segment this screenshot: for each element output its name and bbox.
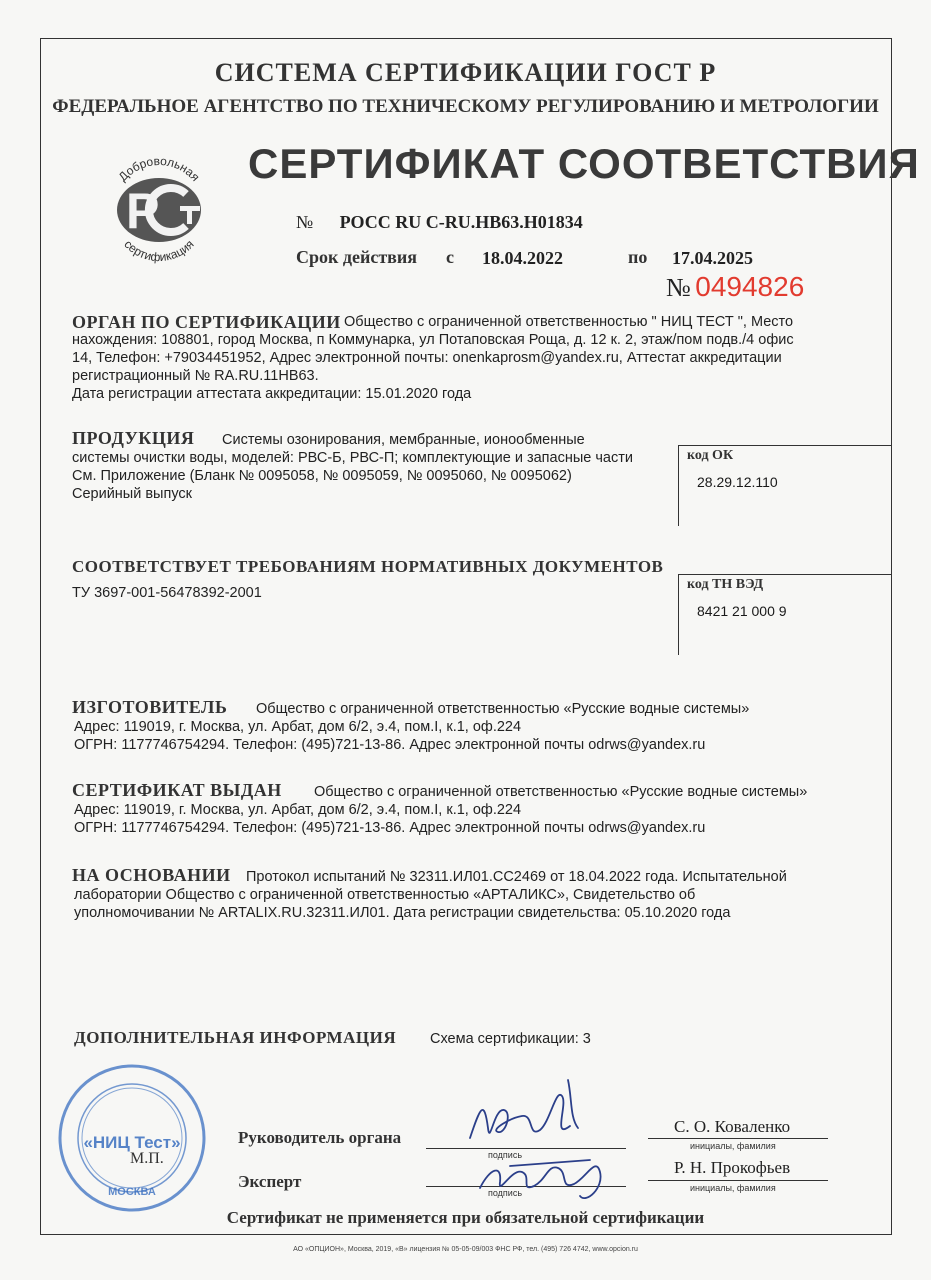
organ-stamp xyxy=(56,1062,208,1214)
basis-line-1: Протокол испытаний № 32311.ИЛ01.СС2469 от 18.04.2022 года. Испытательной xyxy=(246,869,787,885)
certificate-number: РОСС RU C-RU.НВ63.Н01834 xyxy=(339,212,583,232)
agency-title: ФЕДЕРАЛЬНОЕ АГЕНТСТВО ПО ТЕХНИЧЕСКОМУ РЕГУЛИРОВАНИЮ И МЕТРОЛОГИИ xyxy=(52,96,879,117)
head-label: Руководитель органа xyxy=(238,1128,402,1147)
certificate-title: СЕРТИФИКАТ СООТВЕТСТВИЯ xyxy=(248,140,920,187)
serial-sign: № xyxy=(666,273,691,302)
expert-name-caption: инициалы, фамилия xyxy=(690,1183,776,1193)
organ-heading: ОРГАН ПО СЕРТИФИКАЦИИ xyxy=(72,312,341,332)
serial-number: 0494826 xyxy=(695,271,805,302)
stamp-mp: М.П. xyxy=(130,1150,164,1167)
validity-from-label: с xyxy=(446,247,454,267)
certificate-number-row xyxy=(296,212,583,233)
svg-text:P: P xyxy=(126,183,160,239)
code-tnved-value: 8421 21 000 9 xyxy=(697,603,787,619)
footer-note: Сертификат не применяется при обязательной сертификации xyxy=(226,1208,705,1227)
stamp-bottom-text: МОСКВА xyxy=(108,1186,156,1198)
manufacturer-line-1: Общество с ограниченной ответственностью «Русские водные системы» xyxy=(256,701,750,717)
head-sign-caption: подпись xyxy=(488,1150,523,1160)
stamp-center-text: «НИЦ Тест» xyxy=(83,1133,181,1152)
code-tnved-label: код ТН ВЭД xyxy=(687,577,764,592)
organ-line-2: нахождения: 108801, город Москва, п Коммунарка, ул Потаповская Роща, д. 12 к. 2, этаж/пом подв./4 офис xyxy=(72,332,794,348)
code-ok-label: код ОК xyxy=(687,448,734,463)
issued-line-3: ОГРН: 1177746754294. Телефон: (495)721-13-86. Адрес электронной почты odrws@yandex.ru xyxy=(74,820,706,836)
issued-heading: СЕРТИФИКАТ ВЫДАН xyxy=(72,780,282,800)
logo-top-text: Добровольная xyxy=(115,153,203,185)
conformity-document: ТУ 3697-001-56478392-2001 xyxy=(72,585,262,601)
additional-heading: ДОПОЛНИТЕЛЬНАЯ ИНФОРМАЦИЯ xyxy=(74,1028,397,1047)
manufacturer-line-2: Адрес: 119019, г. Москва, ул. Арбат, дом 6/2, э.4, пом.I, к.1, оф.224 xyxy=(74,719,522,735)
organ-line-1: Общество с ограниченной ответственностью " НИЦ ТЕСТ ", Место xyxy=(344,314,794,330)
validity-from: 18.04.2022 xyxy=(482,248,563,268)
code-ok-value: 28.29.12.110 xyxy=(697,474,778,490)
additional-text: Схема сертификации: 3 xyxy=(430,1031,591,1047)
manufacturer-line-3: ОГРН: 1177746754294. Телефон: (495)721-13-86. Адрес электронной почты odrws@yandex.ru xyxy=(74,737,706,753)
printer-imprint: АО «ОПЦИОН», Москва, 2019, «В» лицензия № 05-05-09/003 ФНС РФ, тел. (495) 726 4742, www.opcion.ru xyxy=(293,1246,638,1253)
rst-logo xyxy=(100,148,218,266)
product-line-4: Серийный выпуск xyxy=(72,486,193,502)
expert-sign-caption: подпись xyxy=(488,1188,523,1198)
system-title: СИСТЕМА СЕРТИФИКАЦИИ ГОСТ Р xyxy=(214,58,717,87)
code-tnved-box xyxy=(678,574,891,655)
handwritten-signatures xyxy=(450,1068,640,1208)
organ-line-5: Дата регистрации аттестата аккредитации: 15.01.2020 года xyxy=(72,386,472,402)
logo-bottom-text: сертификация xyxy=(121,237,197,265)
number-sign: № xyxy=(296,212,314,232)
conformity-heading: СООТВЕТСТВУЕТ ТРЕБОВАНИЯМ НОРМАТИВНЫХ ДОКУМЕНТОВ xyxy=(72,557,664,576)
head-name-line xyxy=(648,1138,828,1139)
validity-label: Срок действия xyxy=(296,247,418,267)
basis-heading: НА ОСНОВАНИИ xyxy=(72,865,231,885)
product-line-2: системы очистки воды, моделей: РВС-Б, РВС-П; комплектующие и запасные части xyxy=(72,450,633,466)
validity-to-label: по xyxy=(628,247,648,267)
issued-line-1: Общество с ограниченной ответственностью «Русские водные системы» xyxy=(314,784,808,800)
validity-to: 17.04.2025 xyxy=(672,248,753,268)
basis-line-2: лаборатории Общество с ограниченной ответственностью «АРТАЛИКС», Свидетельство об xyxy=(74,887,696,903)
manufacturer-heading: ИЗГОТОВИТЕЛЬ xyxy=(72,697,228,717)
expert-name: Р. Н. Прокофьев xyxy=(674,1158,791,1177)
head-name: С. О. Коваленко xyxy=(674,1117,791,1136)
product-line-1: Системы озонирования, мембранные, ионообменные xyxy=(222,432,585,448)
product-heading: ПРОДУКЦИЯ xyxy=(72,428,195,448)
basis-line-3: уполномочивании № ARTALIX.RU.32311.ИЛ01. Дата регистрации свидетельства: 05.10.2020 года xyxy=(74,905,731,921)
expert-name-line xyxy=(648,1180,828,1181)
organ-line-4: регистрационный № RA.RU.11НВ63. xyxy=(72,368,319,384)
blank-serial xyxy=(666,271,804,303)
head-name-caption: инициалы, фамилия xyxy=(690,1141,776,1151)
issued-line-2: Адрес: 119019, г. Москва, ул. Арбат, дом 6/2, э.4, пом.I, к.1, оф.224 xyxy=(74,802,522,818)
organ-line-3: 14, Телефон: +79034451952, Адрес электронной почты: onenkaprosm@yandex.ru, Аттестат аккредитации xyxy=(72,350,782,366)
code-ok-box xyxy=(678,445,891,526)
expert-label: Эксперт xyxy=(238,1172,302,1191)
product-line-3: См. Приложение (Бланк № 0095058, № 0095059, № 0095060, № 0095062) xyxy=(72,468,572,484)
